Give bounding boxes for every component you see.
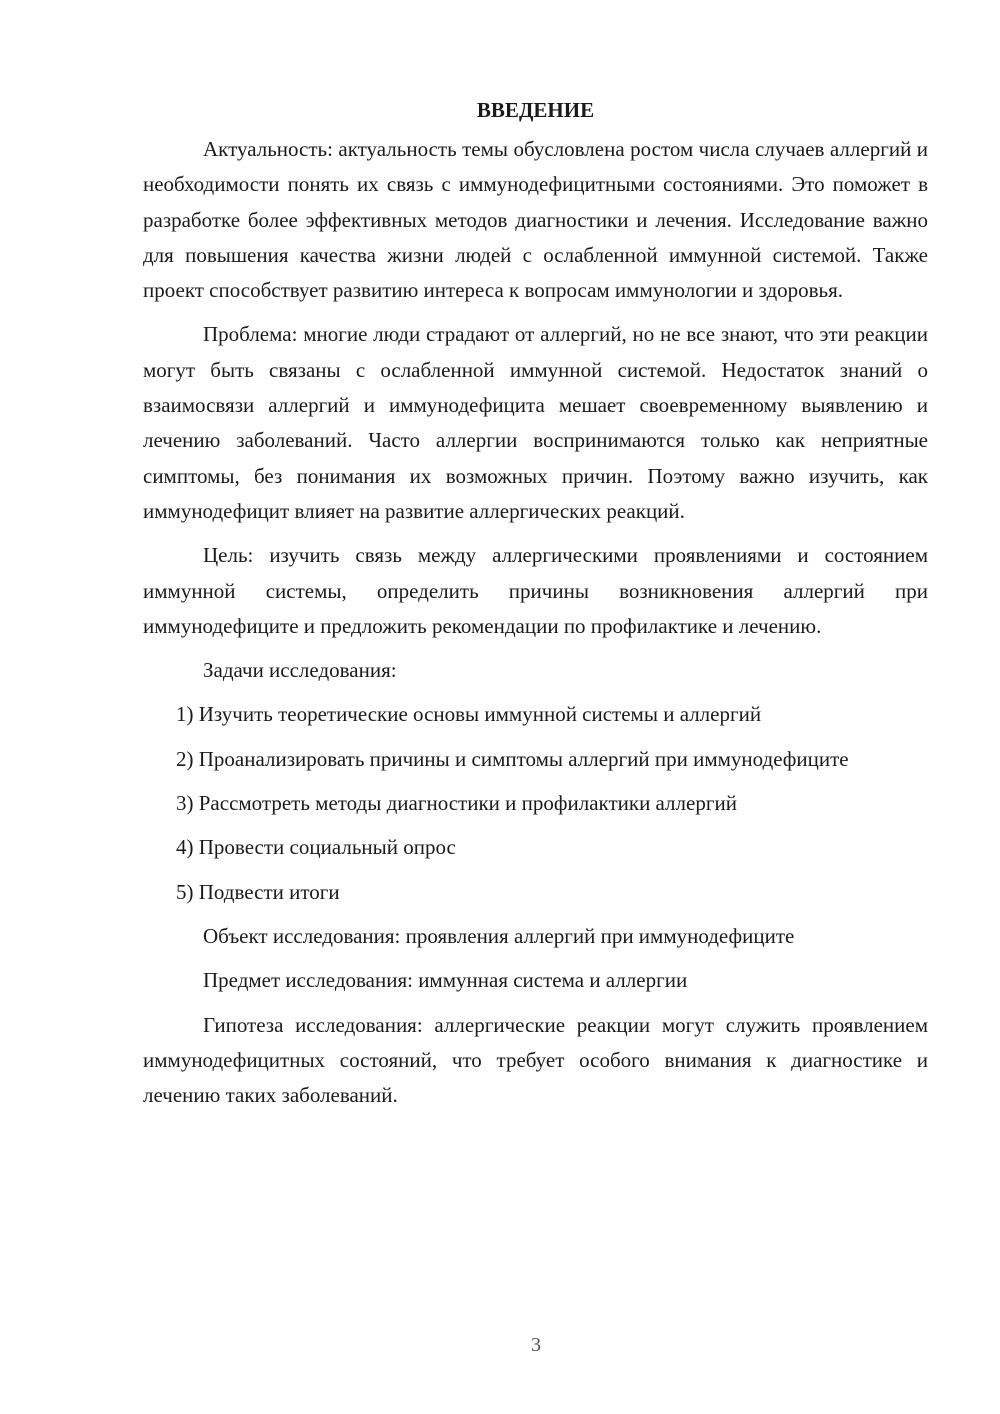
research-object: Объект исследования: проявления аллергий при иммунодефиците <box>203 923 795 948</box>
document-page <box>143 92 928 1122</box>
problem-paragraph: Проблема: многие люди страдают от аллергий, но не все знают, что эти реакции могут быть связаны с ослабленной иммунной системой. Недостаток знаний о взаимосвязи аллергий и иммунодефицита мешает своевременному выявлению и лечению заболеваний. Часто аллергии воспринимаются только как неприятные симптомы, без понимания их возможных причин. Поэтому важно изучить, как иммунодефицит влияет на развитие аллергических реакций. <box>143 322 928 523</box>
task-item: 1) Изучить теоретические основы иммунной системы и аллергий <box>176 702 762 727</box>
task-item: 3) Рассмотреть методы диагностики и профилактики аллергий <box>176 791 737 816</box>
research-subject: Предмет исследования: иммунная система и аллергии <box>203 968 688 993</box>
task-item: 4) Провести социальный опрос <box>176 835 456 860</box>
task-item: 2) Проанализировать причины и симптомы аллергий при иммунодефиците <box>176 746 849 771</box>
hypothesis-paragraph: Гипотеза исследования: аллергические реакции могут служить проявлением иммунодефицитных состояний, что требует особого внимания к диагностике и лечению таких заболеваний. <box>143 1012 928 1108</box>
page-number: 3 <box>531 1334 541 1356</box>
section-title: ВВЕДЕНИЕ <box>476 98 595 122</box>
task-item: 5) Подвести итоги <box>176 879 340 904</box>
goal-paragraph: Цель: изучить связь между аллергическими проявлениями и состоянием иммунной системы, определить причины возникновения аллергий при иммунодефиците и предложить рекомендации по профилактике и лечению. <box>143 543 928 638</box>
relevance-paragraph: Актуальность: актуальность темы обусловлена ростом числа случаев аллергий и необходимости понять их связь с иммунодефицитными состояниями. Это поможет в разработке более эффективных методов диагностики и лечения. Исследование важно для повышения качества жизни людей с ослабленной иммунной системой. Также проект способствует развитию интереса к вопросам иммунологии и здоровья. <box>143 137 928 303</box>
tasks-heading: Задачи исследования: <box>203 658 397 683</box>
